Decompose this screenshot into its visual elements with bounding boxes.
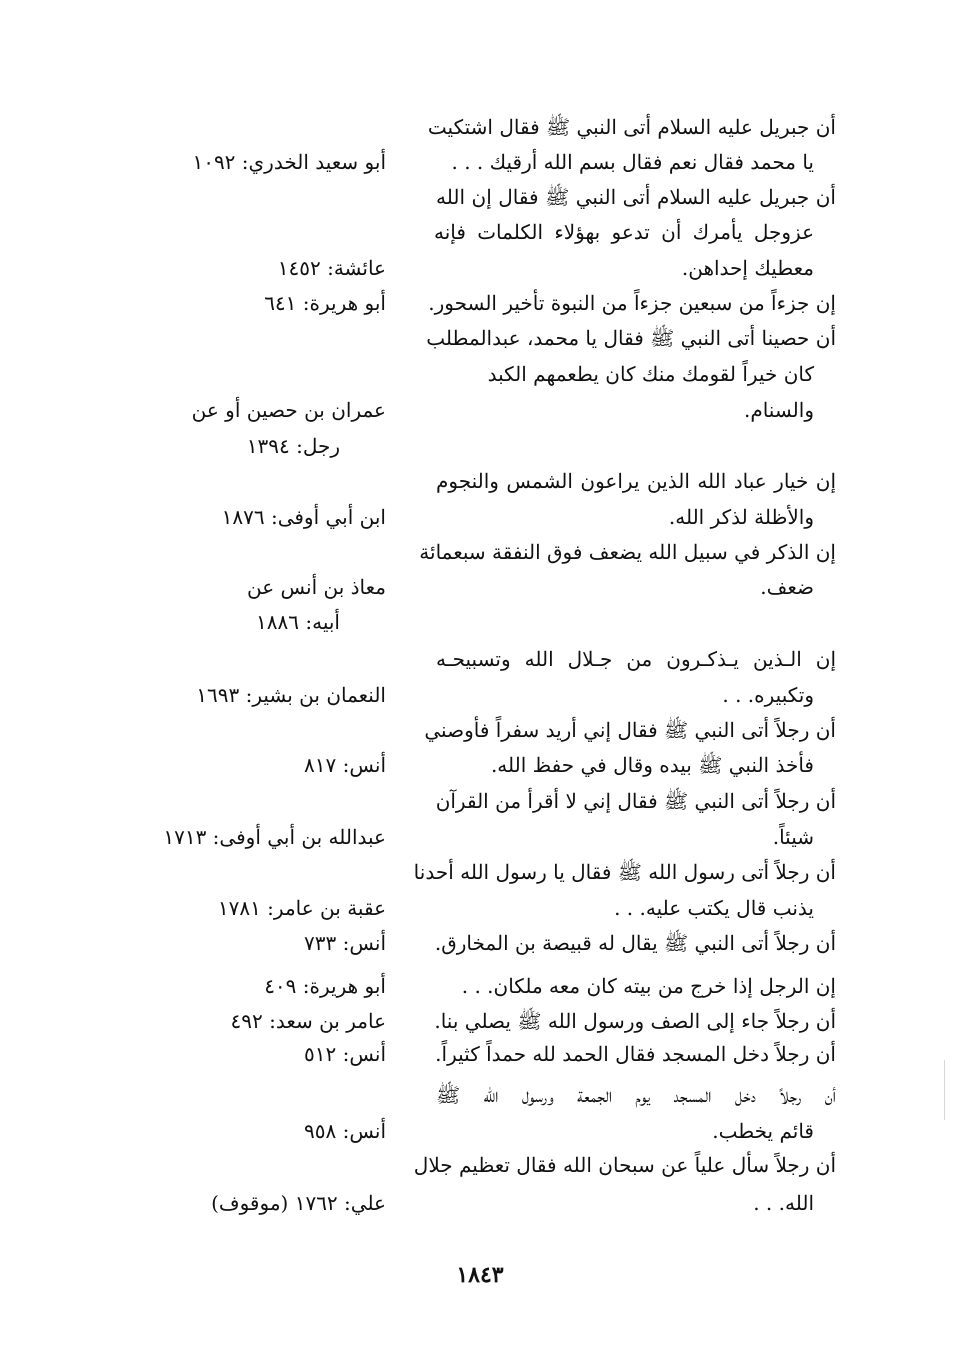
hadith-line: إن الذكر في سبيل الله يضعف فوق النفقة سبعمائة <box>419 540 836 564</box>
hadith-line: أن رجلاً أتى النبي ﷺ يقال له قبيصة بن المخارق. <box>434 931 836 955</box>
hadith-line: أن حصينا أتى النبي ﷺ فقال يا محمد، عبدالمطلب <box>426 326 836 350</box>
hadith-line: إن خيار عباد الله الذين يراعون الشمس والنجوم <box>436 469 836 493</box>
hadith-line: أن رجلاً دخل المسجد يوم الجمعة ورسول الله ﷺ <box>436 1083 836 1107</box>
source-reference: عقبة بن عامر: ١٧٨١ <box>217 896 386 920</box>
source-reference: عبدالله بن أبي أوفى: ١٧١٣ <box>163 825 386 849</box>
hadith-line: أن رجلاً أتى رسول الله ﷺ فقال يا رسول الله أحدنا <box>413 860 836 884</box>
hadith-line: يذنب قال يكتب عليه. . . <box>614 896 814 920</box>
hadith-line: وتكبيره. . . <box>722 683 814 707</box>
source-reference: أنس: ٩٥٨ <box>304 1119 386 1143</box>
source-reference: عمران بن حصين أو عن <box>191 398 386 422</box>
source-reference: أبيه: ١٨٨٦ <box>256 610 340 634</box>
source-reference: أبو هريرة: ٦٤١ <box>264 291 386 315</box>
source-reference: عامر بن سعد: ٤٩٢ <box>230 1009 386 1033</box>
hadith-line: أن رجلاً سأل علياً عن سبحان الله فقال تعظيم جلال <box>413 1153 836 1177</box>
hadith-line: قائم يخطب. <box>712 1119 814 1143</box>
source-reference: أبو هريرة: ٤٠٩ <box>264 974 386 998</box>
source-reference: عائشة: ١٤٥٢ <box>277 256 386 280</box>
hadith-line: أن رجلاً أتى النبي ﷺ فقال إني لا أقرأ من القرآن <box>435 789 836 813</box>
hadith-line: والسنام. <box>743 398 814 422</box>
source-reference: أنس: ٥١٢ <box>304 1042 386 1066</box>
source-reference: ابن أبي أوفى: ١٨٧٦ <box>221 505 386 529</box>
source-reference: أنس: ٧٣٣ <box>304 931 386 955</box>
page-number: ١٨٤٣ <box>456 1262 504 1288</box>
hadith-line: أن رجلاً دخل المسجد فقال الحمد لله حمداً كثيراً. <box>435 1042 836 1066</box>
hadith-line: أن جبريل عليه السلام أتى النبي ﷺ فقال اشتكيت <box>427 115 836 139</box>
hadith-line: الله. . . <box>753 1191 814 1215</box>
hadith-line: كان خيراً لقومك منك كان يطعمهم الكبد <box>487 362 814 386</box>
hadith-line: إن الـذين يـذكـرون من جـلال الله وتسبيحـه <box>436 647 836 671</box>
hadith-line: أن رجلاً أتى النبي ﷺ فقال إني أريد سفراً فأوصني <box>424 718 836 742</box>
hadith-line: إن الرجل إذا خرج من بيته كان معه ملكان. . . <box>461 974 836 998</box>
hadith-line: أن رجلاً جاء إلى الصف ورسول الله ﷺ يصلي بنا. <box>434 1009 836 1033</box>
hadith-line: يا محمد فقال نعم فقال بسم الله أرقيك . . . <box>451 150 814 174</box>
source-reference: معاذ بن أنس عن <box>246 575 386 599</box>
hadith-line: عزوجل يأمرك أن تدعو بهؤلاء الكلمات فإنه <box>434 220 814 244</box>
hadith-line: فأخذ النبي ﷺ بيده وقال في حفظ الله. <box>490 753 814 777</box>
source-reference: أنس: ٨١٧ <box>304 753 386 777</box>
hadith-line: إن جزءاً من سبعين جزءاً من النبوة تأخير السحور. <box>428 291 836 315</box>
scan-artifact <box>944 1060 945 1120</box>
source-reference: النعمان بن بشير: ١٦٩٣ <box>196 683 386 707</box>
hadith-line: والأظلة لذكر الله. <box>668 505 814 529</box>
hadith-line: ضعف. <box>760 575 814 599</box>
hadith-line: معطيك إحداهن. <box>681 256 814 280</box>
hadith-line: أن جبريل عليه السلام أتى النبي ﷺ فقال إن الله <box>436 185 836 209</box>
hadith-line: شيئاً. <box>772 825 814 849</box>
source-reference: علي: ١٧٦٢ (موقوف) <box>211 1191 386 1215</box>
source-reference: أبو سعيد الخدري: ١٠٩٢ <box>192 150 386 174</box>
source-reference: رجل: ١٣٩٤ <box>246 434 340 458</box>
